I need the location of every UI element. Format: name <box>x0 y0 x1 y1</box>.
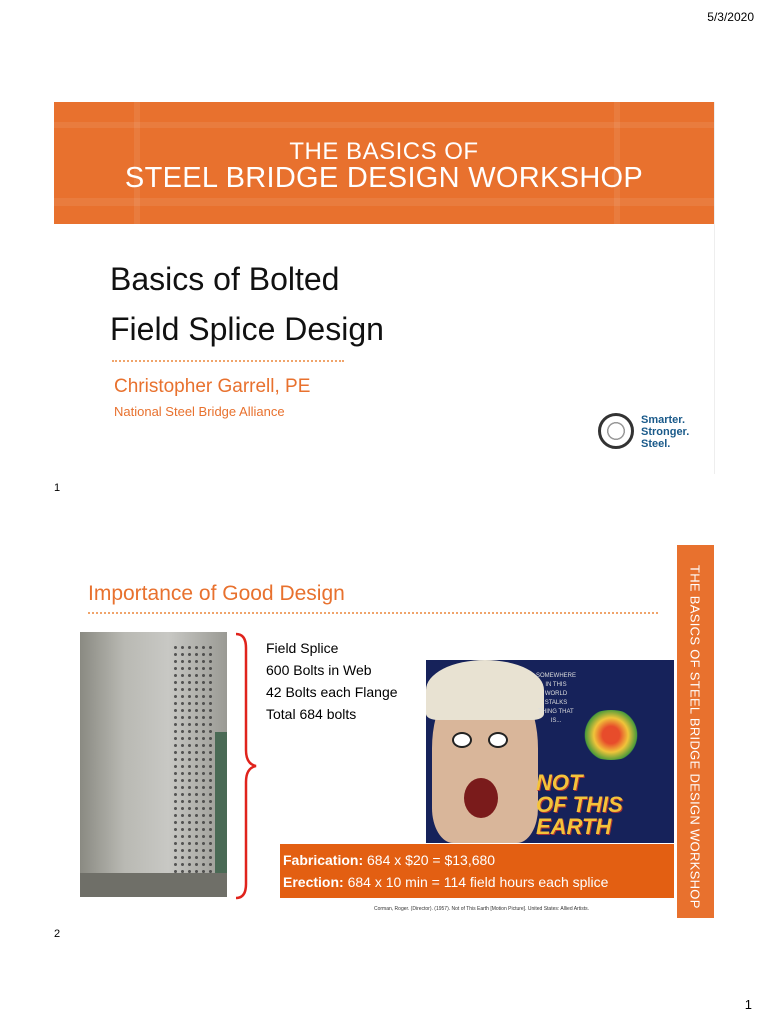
citation: Corman, Roger. (Director). (1957). Not of This Earth [Motion Picture]. United States: Allied Artists. <box>374 906 589 912</box>
workshop-banner <box>54 102 714 224</box>
cost-summary: Fabrication: 684 x $20 = $13,680 Erection: 684 x 10 min = 114 field hours each splice <box>280 844 674 898</box>
list-item: Total 684 bolts <box>266 706 357 722</box>
splice-photo <box>80 632 227 897</box>
page-number: 1 <box>744 997 752 1012</box>
banner-line-1: THE BASICS OF <box>289 138 479 165</box>
slide-1-title: Basics of Bolted Field Splice Design <box>110 261 384 347</box>
slide-2-number: 2 <box>54 928 61 940</box>
slide-2-title: Importance of Good Design <box>88 582 345 605</box>
workshop-side-tab <box>677 545 714 918</box>
movie-poster <box>426 660 674 843</box>
dotted-divider <box>88 612 658 614</box>
print-date: 5/3/2020 <box>707 10 754 24</box>
banner-line-2: STEEL BRIDGE DESIGN WORKSHOP <box>124 162 644 194</box>
list-item: 42 Bolts each Flange <box>266 684 398 700</box>
list-item: Field Splice <box>266 640 339 656</box>
alien-icon <box>576 710 646 760</box>
splice-bolt-list <box>266 637 398 725</box>
bolt-pattern <box>172 644 212 874</box>
curly-brace-icon <box>232 632 258 900</box>
slide-2 <box>54 545 714 918</box>
slide-1 <box>54 102 715 474</box>
poster-tagline: SOMEWHERE IN THIS WORLD STALKS THING THAT IS... <box>536 673 577 724</box>
organization-name: National Steel Bridge Alliance <box>114 404 285 419</box>
side-tab-text: THE BASICS OF STEEL BRIDGE DESIGN WORKSHOP <box>687 565 703 909</box>
nsba-seal-icon <box>598 413 634 449</box>
slide-1-number: 1 <box>54 482 61 494</box>
logo-slogan: Smarter. Stronger. Steel. <box>641 414 690 450</box>
list-item: 600 Bolts in Web <box>266 662 372 678</box>
poster-title: NOT OF THIS EARTH <box>536 770 623 839</box>
author-name: Christopher Garrell, PE <box>114 376 311 397</box>
dotted-divider <box>112 360 344 362</box>
